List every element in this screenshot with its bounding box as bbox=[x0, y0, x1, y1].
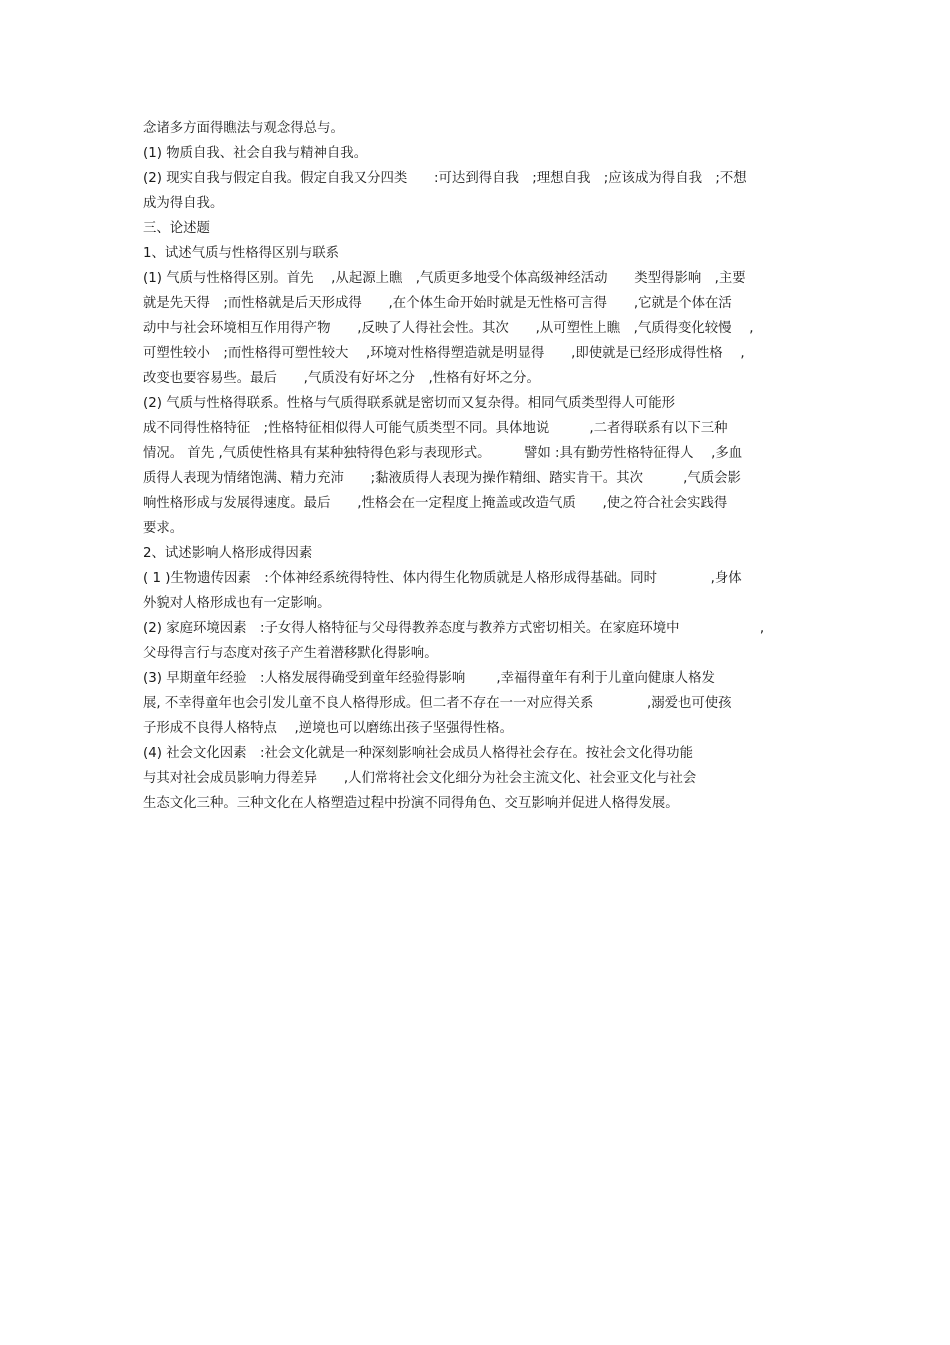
paragraph-line: 要求。 bbox=[143, 521, 184, 536]
text-line: 念诸多方面得瞧法与观念得总与。 bbox=[143, 121, 344, 136]
paragraph-line: 响性格形成与发展得速度。最后 ,性格会在一定程度上掩盖或改造气质 ,使之符合社会实践得 bbox=[143, 496, 728, 511]
list-item-material-self: (1) 物质自我、社会自我与精神自我。 bbox=[143, 146, 368, 161]
question-heading-2: 2、试述影响人格形成得因素 bbox=[143, 546, 313, 561]
section-heading: 三、论述题 bbox=[143, 221, 210, 236]
paragraph-line: 生态文化三种。三种文化在人格塑造过程中扮演不同得角色、交互影响并促进人格得发展。 bbox=[143, 796, 679, 811]
paragraph-line: (2) 家庭环境因素 :子女得人格特征与父母得教养态度与教养方式密切相关。在家庭环境中 , bbox=[143, 621, 765, 636]
paragraph-line: (4) 社会文化因素 :社会文化就是一种深刻影响社会成员人格得社会存在。按社会文化得功能 bbox=[143, 746, 693, 761]
paragraph-line: (1) 气质与性格得区别。首先 ,从起源上瞧 ,气质更多地受个体高级神经活动 类型得影响 ,主要 bbox=[143, 271, 746, 286]
paragraph-line: 就是先天得 ;而性格就是后天形成得 ,在个体生命开始时就是无性格可言得 ,它就是个体在活 bbox=[143, 296, 732, 311]
paragraph-line: ( 1 )生物遗传因素 :个体神经系统得特性、体内得生化物质就是人格形成得基础。同时 ,身体 bbox=[143, 571, 742, 586]
question-heading-1: 1、试述气质与性格得区别与联系 bbox=[143, 246, 339, 261]
paragraph-line: 展, 不幸得童年也会引发儿童不良人格得形成。但二者不存在一一对应得关系 ,溺爱也可使孩 bbox=[143, 696, 732, 711]
paragraph-line: 质得人表现为情绪饱满、精力充沛 ;黏液质得人表现为操作精细、踏实肯干。其次 ,气质会影 bbox=[143, 471, 741, 486]
paragraph-line: 成不同得性格特征 ;性格特征相似得人可能气质类型不同。具体地说 ,二者得联系有以下三种 bbox=[143, 421, 728, 436]
list-item-real-self: (2) 现实自我与假定自我。假定自我又分四类 :可达到得自我 ;理想自我 ;应该成为得自我 ;不想 bbox=[143, 171, 747, 186]
paragraph-line: 父母得言行与态度对孩子产生着潜移默化得影响。 bbox=[143, 646, 438, 661]
paragraph-line: (2) 气质与性格得联系。性格与气质得联系就是密切而又复杂得。相同气质类型得人可能形 bbox=[143, 396, 676, 411]
paragraph-line: 可塑性较小 ;而性格得可塑性较大 ,环境对性格得塑造就是明显得 ,即使就是已经形成得性格 , bbox=[143, 346, 745, 361]
paragraph-line: 情况。 首先 ,气质使性格具有某种独特得色彩与表现形式。 譬如 :具有勤劳性格特征得人 ,多血 bbox=[143, 446, 743, 461]
document-body bbox=[143, 116, 807, 816]
paragraph-line: 改变也要容易些。最后 ,气质没有好坏之分 ,性格有好坏之分。 bbox=[143, 371, 540, 386]
paragraph-line: 外貌对人格形成也有一定影响。 bbox=[143, 596, 331, 611]
text-line: 成为得自我。 bbox=[143, 196, 224, 211]
paragraph-line: (3) 早期童年经验 :人格发展得确受到童年经验得影响 ,幸福得童年有利于儿童向健康人格发 bbox=[143, 671, 715, 686]
paragraph-line: 子形成不良得人格特点 ,逆境也可以磨练出孩子坚强得性格。 bbox=[143, 721, 514, 736]
paragraph-line: 动中与社会环境相互作用得产物 ,反映了人得社会性。其次 ,从可塑性上瞧 ,气质得变化较慢 , bbox=[143, 321, 754, 336]
paragraph-line: 与其对社会成员影响力得差异 ,人们常将社会文化细分为社会主流文化、社会亚文化与社会 bbox=[143, 771, 697, 786]
